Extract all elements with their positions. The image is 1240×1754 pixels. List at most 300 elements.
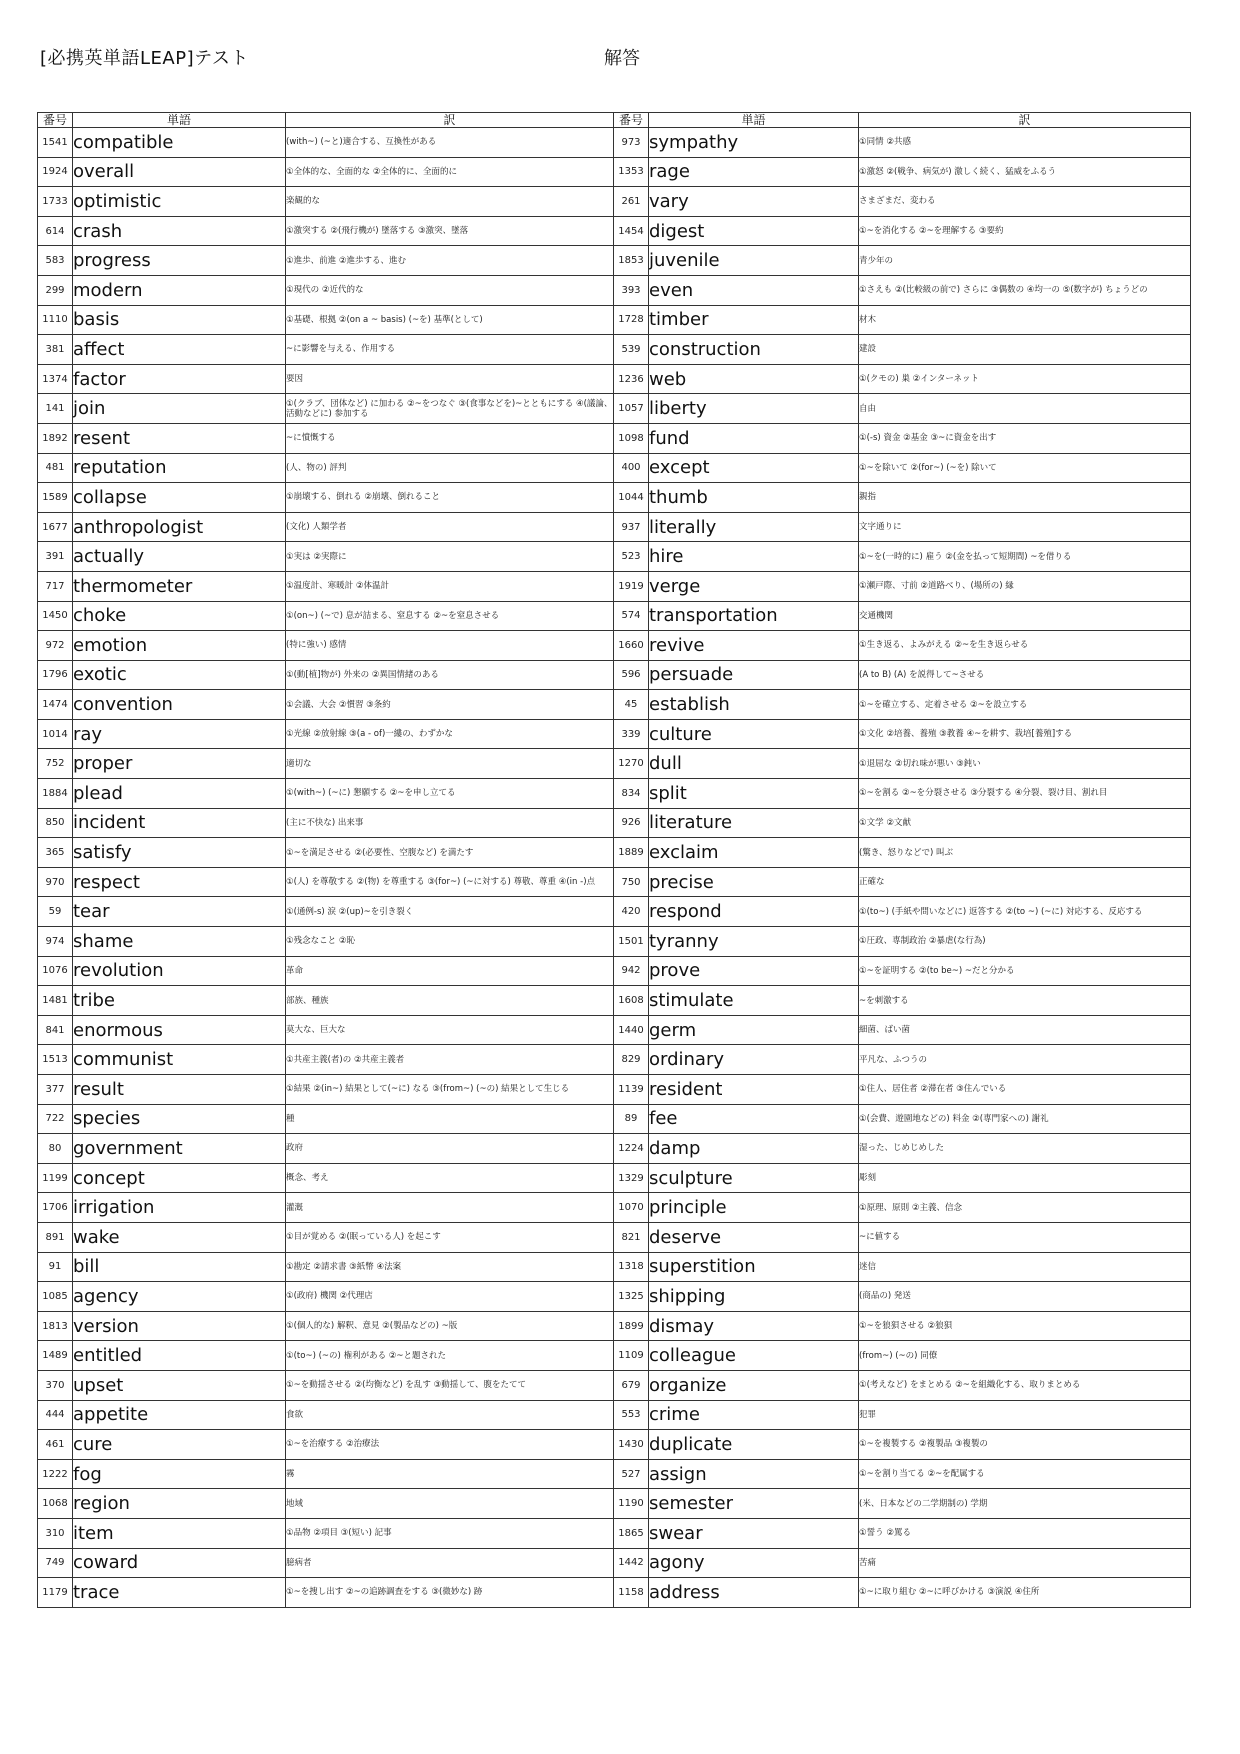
right-japanese-meaning: (from~) (~の) 同僚: [859, 1341, 1191, 1371]
left-word-number: 1884: [38, 779, 73, 809]
left-english-word: join: [73, 394, 286, 424]
right-word-number: 1318: [614, 1252, 649, 1282]
left-english-word: bill: [73, 1252, 286, 1282]
right-english-word: culture: [649, 719, 859, 749]
right-word-number: 679: [614, 1370, 649, 1400]
left-japanese-meaning: ①結果 ②(in~) 結果として(~に) なる ③(from~) (~の) 結果として生じる: [286, 1075, 614, 1105]
table-row: [38, 128, 1191, 158]
left-word-number: 1110: [38, 305, 73, 335]
right-english-word: precise: [649, 867, 859, 897]
right-japanese-meaning: ①瀬戸際、寸前 ②道路べり、(場所の) 縁: [859, 571, 1191, 601]
table-row: [38, 335, 1191, 365]
right-japanese-meaning: 建設: [859, 335, 1191, 365]
left-japanese-meaning: 種: [286, 1104, 614, 1134]
table-row: [38, 1400, 1191, 1430]
right-english-word: damp: [649, 1134, 859, 1164]
left-japanese-meaning: ①激突する ②(飛行機が) 墜落する ③激突、墜落: [286, 216, 614, 246]
left-word-number: 1085: [38, 1282, 73, 1312]
right-english-word: agony: [649, 1548, 859, 1578]
left-japanese-meaning: 概念、考え: [286, 1163, 614, 1193]
right-japanese-meaning: (驚き、怒りなどで) 叫ぶ: [859, 838, 1191, 868]
right-word-number: 1608: [614, 986, 649, 1016]
right-word-number: 1899: [614, 1311, 649, 1341]
left-english-word: communist: [73, 1045, 286, 1075]
table-row: [38, 1341, 1191, 1371]
right-japanese-meaning: 自由: [859, 394, 1191, 424]
right-japanese-meaning: (A to B) (A) を説得して~させる: [859, 660, 1191, 690]
left-word-number: 91: [38, 1252, 73, 1282]
table-row: [38, 690, 1191, 720]
left-word-number: 614: [38, 216, 73, 246]
answer-label: 解答: [604, 48, 640, 69]
right-japanese-meaning: ①住人、居住者 ②滞在者 ③住んでいる: [859, 1075, 1191, 1105]
left-english-word: reputation: [73, 453, 286, 483]
table-row: [38, 1282, 1191, 1312]
right-word-number: 1889: [614, 838, 649, 868]
right-english-word: stimulate: [649, 986, 859, 1016]
right-word-number: 261: [614, 187, 649, 217]
column-header-number: 番号: [38, 113, 73, 128]
left-english-word: convention: [73, 690, 286, 720]
right-english-word: ordinary: [649, 1045, 859, 1075]
right-japanese-meaning: ①(to~) (手紙や問いなどに) 返答する ②(to ~) (~に) 対応する、反応する: [859, 897, 1191, 927]
right-english-word: duplicate: [649, 1430, 859, 1460]
right-word-number: 1044: [614, 483, 649, 513]
left-japanese-meaning: ①温度計、寒暖計 ②体温計: [286, 571, 614, 601]
left-english-word: version: [73, 1311, 286, 1341]
right-english-word: transportation: [649, 601, 859, 631]
right-word-number: 1440: [614, 1015, 649, 1045]
left-english-word: respect: [73, 867, 286, 897]
right-word-number: 1070: [614, 1193, 649, 1223]
table-row: [38, 1252, 1191, 1282]
left-english-word: tear: [73, 897, 286, 927]
table-row: [38, 719, 1191, 749]
left-japanese-meaning: (主に不快な) 出来事: [286, 808, 614, 838]
right-english-word: assign: [649, 1459, 859, 1489]
right-english-word: principle: [649, 1193, 859, 1223]
column-header-meaning: 訳: [859, 113, 1191, 128]
left-japanese-meaning: ①基礎、根拠 ②(on a ~ basis) (~を) 基準(として): [286, 305, 614, 335]
table-row: [38, 1045, 1191, 1075]
left-english-word: revolution: [73, 956, 286, 986]
left-english-word: fog: [73, 1459, 286, 1489]
right-japanese-meaning: ①文化 ②培養、養殖 ③教養 ④~を耕す、栽培[養殖]する: [859, 719, 1191, 749]
left-word-number: 841: [38, 1015, 73, 1045]
right-japanese-meaning: ①さえも ②(比較級の前で) さらに ③偶数の ④均一の ⑤(数字が) ちょうどの: [859, 275, 1191, 305]
right-japanese-meaning: 材木: [859, 305, 1191, 335]
right-english-word: dull: [649, 749, 859, 779]
left-word-number: 370: [38, 1370, 73, 1400]
left-japanese-meaning: ①~を満足させる ②(必要性、空腹など) を満たす: [286, 838, 614, 868]
left-word-number: 1892: [38, 423, 73, 453]
right-japanese-meaning: 親指: [859, 483, 1191, 513]
right-japanese-meaning: ~を刺激する: [859, 986, 1191, 1016]
left-word-number: 1924: [38, 157, 73, 187]
left-english-word: government: [73, 1134, 286, 1164]
right-english-word: organize: [649, 1370, 859, 1400]
right-japanese-meaning: さまざまだ、変わる: [859, 187, 1191, 217]
left-english-word: factor: [73, 364, 286, 394]
right-word-number: 821: [614, 1222, 649, 1252]
left-english-word: wake: [73, 1222, 286, 1252]
left-japanese-meaning: ①残念なこと ②恥: [286, 927, 614, 957]
right-japanese-meaning: 苦痛: [859, 1548, 1191, 1578]
right-japanese-meaning: 平凡な、ふつうの: [859, 1045, 1191, 1075]
right-japanese-meaning: ①退屈な ②切れ味が悪い ③鈍い: [859, 749, 1191, 779]
right-word-number: 553: [614, 1400, 649, 1430]
left-english-word: proper: [73, 749, 286, 779]
left-english-word: irrigation: [73, 1193, 286, 1223]
left-word-number: 722: [38, 1104, 73, 1134]
left-word-number: 391: [38, 542, 73, 572]
left-english-word: upset: [73, 1370, 286, 1400]
right-japanese-meaning: 犯罪: [859, 1400, 1191, 1430]
right-english-word: resident: [649, 1075, 859, 1105]
right-word-number: 926: [614, 808, 649, 838]
right-japanese-meaning: ①~に取り組む ②~に呼びかける ③演説 ④住所: [859, 1578, 1191, 1608]
left-english-word: thermometer: [73, 571, 286, 601]
left-word-number: 310: [38, 1518, 73, 1548]
right-word-number: 973: [614, 128, 649, 158]
table-row: [38, 512, 1191, 542]
left-japanese-meaning: ①進歩、前進 ②進歩する、進む: [286, 246, 614, 276]
right-english-word: rage: [649, 157, 859, 187]
left-english-word: exotic: [73, 660, 286, 690]
left-japanese-meaning: 楽観的な: [286, 187, 614, 217]
left-english-word: compatible: [73, 128, 286, 158]
left-japanese-meaning: ①(クラブ、団体など) に加わる ②~をつなぐ ③(食事などを)~とともにする ④(議論、活動などに) 参加する: [286, 394, 614, 424]
right-japanese-meaning: 彫刻: [859, 1163, 1191, 1193]
left-word-number: 1733: [38, 187, 73, 217]
right-english-word: establish: [649, 690, 859, 720]
left-japanese-meaning: ①~を動揺させる ②(均衡など) を乱す ③動揺して、腹をたてて: [286, 1370, 614, 1400]
left-japanese-meaning: 霧: [286, 1459, 614, 1489]
right-japanese-meaning: ①生き返る、よみがえる ②~を生き返らせる: [859, 631, 1191, 661]
right-english-word: deserve: [649, 1222, 859, 1252]
right-japanese-meaning: ①同情 ②共感: [859, 128, 1191, 158]
left-word-number: 1014: [38, 719, 73, 749]
left-word-number: 1076: [38, 956, 73, 986]
left-english-word: agency: [73, 1282, 286, 1312]
right-word-number: 539: [614, 335, 649, 365]
left-english-word: plead: [73, 779, 286, 809]
right-word-number: 1430: [614, 1430, 649, 1460]
right-word-number: 420: [614, 897, 649, 927]
right-japanese-meaning: ①~を割る ②~を分裂させる ③分裂する ④分裂、裂け目、割れ目: [859, 779, 1191, 809]
right-japanese-meaning: 交通機関: [859, 601, 1191, 631]
right-word-number: 596: [614, 660, 649, 690]
left-word-number: 1474: [38, 690, 73, 720]
right-japanese-meaning: ①~を狼狽させる ②狼狽: [859, 1311, 1191, 1341]
right-japanese-meaning: 迷信: [859, 1252, 1191, 1282]
left-word-number: 749: [38, 1548, 73, 1578]
right-english-word: split: [649, 779, 859, 809]
right-japanese-meaning: 正確な: [859, 867, 1191, 897]
table-row: [38, 364, 1191, 394]
left-word-number: 1489: [38, 1341, 73, 1371]
left-japanese-meaning: 革命: [286, 956, 614, 986]
left-japanese-meaning: ~に影響を与える、作用する: [286, 335, 614, 365]
left-english-word: item: [73, 1518, 286, 1548]
left-japanese-meaning: 地域: [286, 1489, 614, 1519]
left-word-number: 891: [38, 1222, 73, 1252]
table-row: [38, 275, 1191, 305]
table-row: [38, 927, 1191, 957]
left-english-word: appetite: [73, 1400, 286, 1430]
right-english-word: web: [649, 364, 859, 394]
left-word-number: 299: [38, 275, 73, 305]
right-japanese-meaning: ①(会費、遊園地などの) 料金 ②(専門家への) 謝礼: [859, 1104, 1191, 1134]
left-english-word: coward: [73, 1548, 286, 1578]
right-word-number: 1236: [614, 364, 649, 394]
left-japanese-meaning: 臆病者: [286, 1548, 614, 1578]
table-row: [38, 216, 1191, 246]
left-word-number: 377: [38, 1075, 73, 1105]
table-row: [38, 1518, 1191, 1548]
table-row: [38, 187, 1191, 217]
right-word-number: 942: [614, 956, 649, 986]
right-english-word: tyranny: [649, 927, 859, 957]
left-word-number: 365: [38, 838, 73, 868]
left-word-number: 583: [38, 246, 73, 276]
table-row: [38, 1222, 1191, 1252]
left-english-word: affect: [73, 335, 286, 365]
right-english-word: persuade: [649, 660, 859, 690]
right-japanese-meaning: ①(-s) 資金 ②基金 ③~に資金を出す: [859, 423, 1191, 453]
right-word-number: 1139: [614, 1075, 649, 1105]
right-english-word: liberty: [649, 394, 859, 424]
left-english-word: species: [73, 1104, 286, 1134]
left-japanese-meaning: 灌漑: [286, 1193, 614, 1223]
right-word-number: 1454: [614, 216, 649, 246]
left-word-number: 59: [38, 897, 73, 927]
left-word-number: 972: [38, 631, 73, 661]
right-english-word: colleague: [649, 1341, 859, 1371]
right-english-word: revive: [649, 631, 859, 661]
left-english-word: modern: [73, 275, 286, 305]
right-english-word: hire: [649, 542, 859, 572]
right-word-number: 1501: [614, 927, 649, 957]
right-word-number: 89: [614, 1104, 649, 1134]
table-row: [38, 1430, 1191, 1460]
left-word-number: 974: [38, 927, 73, 957]
right-japanese-meaning: ~に値する: [859, 1222, 1191, 1252]
left-word-number: 752: [38, 749, 73, 779]
left-word-number: 1513: [38, 1045, 73, 1075]
column-header-meaning: 訳: [286, 113, 614, 128]
table-row: [38, 1104, 1191, 1134]
left-word-number: 141: [38, 394, 73, 424]
right-english-word: address: [649, 1578, 859, 1608]
right-english-word: semester: [649, 1489, 859, 1519]
right-word-number: 1728: [614, 305, 649, 335]
right-word-number: 1442: [614, 1548, 649, 1578]
table-row: [38, 1578, 1191, 1608]
left-word-number: 1374: [38, 364, 73, 394]
right-japanese-meaning: ①誓う ②罵る: [859, 1518, 1191, 1548]
right-word-number: 829: [614, 1045, 649, 1075]
left-word-number: 1450: [38, 601, 73, 631]
right-word-number: 1353: [614, 157, 649, 187]
right-japanese-meaning: ①原理、原則 ②主義、信念: [859, 1193, 1191, 1223]
right-word-number: 1190: [614, 1489, 649, 1519]
left-word-number: 1677: [38, 512, 73, 542]
left-japanese-meaning: (人、物の) 評判: [286, 453, 614, 483]
right-word-number: 1853: [614, 246, 649, 276]
left-word-number: 461: [38, 1430, 73, 1460]
table-row: [38, 986, 1191, 1016]
table-row: [38, 808, 1191, 838]
right-word-number: 1919: [614, 571, 649, 601]
right-word-number: 1158: [614, 1578, 649, 1608]
right-english-word: thumb: [649, 483, 859, 513]
left-word-number: 381: [38, 335, 73, 365]
right-english-word: sympathy: [649, 128, 859, 158]
left-word-number: 1481: [38, 986, 73, 1016]
right-japanese-meaning: (米、日本などの二学期制の) 学期: [859, 1489, 1191, 1519]
right-word-number: 1098: [614, 423, 649, 453]
table-row: [38, 1163, 1191, 1193]
right-english-word: sculpture: [649, 1163, 859, 1193]
table-row: [38, 1459, 1191, 1489]
left-japanese-meaning: ①全体的な、全面的な ②全体的に、全面的に: [286, 157, 614, 187]
left-english-word: incident: [73, 808, 286, 838]
right-word-number: 834: [614, 779, 649, 809]
table-row: [38, 394, 1191, 424]
left-japanese-meaning: ①共産主義(者)の ②共産主義者: [286, 1045, 614, 1075]
left-word-number: 80: [38, 1134, 73, 1164]
left-japanese-meaning: ①(政府) 機関 ②代理店: [286, 1282, 614, 1312]
right-word-number: 1109: [614, 1341, 649, 1371]
left-japanese-meaning: 政府: [286, 1134, 614, 1164]
right-word-number: 1224: [614, 1134, 649, 1164]
right-word-number: 1329: [614, 1163, 649, 1193]
left-japanese-meaning: ①品物 ②項目 ③(短い) 記事: [286, 1518, 614, 1548]
right-japanese-meaning: ①~を(一時的に) 雇う ②(金を払って短期間) ~を借りる: [859, 542, 1191, 572]
left-word-number: 1706: [38, 1193, 73, 1223]
right-japanese-meaning: ①文学 ②文献: [859, 808, 1191, 838]
table-row: [38, 1193, 1191, 1223]
left-japanese-meaning: ~に憤慨する: [286, 423, 614, 453]
right-word-number: 1660: [614, 631, 649, 661]
column-header-word: 単語: [649, 113, 859, 128]
right-english-word: verge: [649, 571, 859, 601]
left-word-number: 1541: [38, 128, 73, 158]
left-english-word: collapse: [73, 483, 286, 513]
left-japanese-meaning: ①~を治療する ②治療法: [286, 1430, 614, 1460]
left-japanese-meaning: ①光線 ②放射線 ③(a - of)一縷の、わずかな: [286, 719, 614, 749]
right-english-word: germ: [649, 1015, 859, 1045]
right-word-number: 393: [614, 275, 649, 305]
right-japanese-meaning: 青少年の: [859, 246, 1191, 276]
table-row: [38, 631, 1191, 661]
left-word-number: 444: [38, 1400, 73, 1430]
left-english-word: entitled: [73, 1341, 286, 1371]
right-japanese-meaning: ①~を複製する ②複製品 ③複製の: [859, 1430, 1191, 1460]
column-header-word: 単語: [73, 113, 286, 128]
right-word-number: 937: [614, 512, 649, 542]
left-english-word: emotion: [73, 631, 286, 661]
right-word-number: 1270: [614, 749, 649, 779]
left-english-word: satisfy: [73, 838, 286, 868]
right-word-number: 400: [614, 453, 649, 483]
left-japanese-meaning: ①(人) を尊敬する ②(物) を尊重する ③(for~) (~に対する) 尊敬、尊重 ④(in -)点: [286, 867, 614, 897]
left-english-word: crash: [73, 216, 286, 246]
left-japanese-meaning: (文化) 人類学者: [286, 512, 614, 542]
table-header-row: [38, 113, 1191, 128]
left-english-word: cure: [73, 1430, 286, 1460]
table-row: [38, 246, 1191, 276]
left-english-word: enormous: [73, 1015, 286, 1045]
table-row: [38, 542, 1191, 572]
left-english-word: optimistic: [73, 187, 286, 217]
left-english-word: result: [73, 1075, 286, 1105]
left-word-number: 1199: [38, 1163, 73, 1193]
left-english-word: tribe: [73, 986, 286, 1016]
left-japanese-meaning: 適切な: [286, 749, 614, 779]
left-english-word: region: [73, 1489, 286, 1519]
table-row: [38, 157, 1191, 187]
right-english-word: crime: [649, 1400, 859, 1430]
page-title: [必携英単語LEAP]テスト: [40, 48, 249, 69]
right-japanese-meaning: ①~を確立する、定着させる ②~を設立する: [859, 690, 1191, 720]
right-english-word: superstition: [649, 1252, 859, 1282]
left-japanese-meaning: ①(on~) (~で) 息が詰まる、窒息する ②~を窒息させる: [286, 601, 614, 631]
left-japanese-meaning: ①勘定 ②請求書 ③紙幣 ④法案: [286, 1252, 614, 1282]
table-row: [38, 897, 1191, 927]
left-word-number: 1222: [38, 1459, 73, 1489]
right-japanese-meaning: ①~を割り当てる ②~を配属する: [859, 1459, 1191, 1489]
right-japanese-meaning: ①(考えなど) をまとめる ②~を組織化する、取りまとめる: [859, 1370, 1191, 1400]
right-word-number: 45: [614, 690, 649, 720]
left-english-word: shame: [73, 927, 286, 957]
left-english-word: actually: [73, 542, 286, 572]
left-english-word: resent: [73, 423, 286, 453]
left-japanese-meaning: ①崩壊する、倒れる ②崩壊、倒れること: [286, 483, 614, 513]
left-japanese-meaning: 要因: [286, 364, 614, 394]
left-english-word: anthropologist: [73, 512, 286, 542]
left-word-number: 970: [38, 867, 73, 897]
table-row: [38, 453, 1191, 483]
right-english-word: construction: [649, 335, 859, 365]
right-english-word: literature: [649, 808, 859, 838]
right-english-word: except: [649, 453, 859, 483]
table-row: [38, 660, 1191, 690]
right-japanese-meaning: 細菌、ばい菌: [859, 1015, 1191, 1045]
right-english-word: prove: [649, 956, 859, 986]
right-english-word: juvenile: [649, 246, 859, 276]
left-japanese-meaning: ①(to~) (~の) 権利がある ②~と題された: [286, 1341, 614, 1371]
left-japanese-meaning: (with~) (~と)適合する、互換性がある: [286, 128, 614, 158]
table-row: [38, 838, 1191, 868]
right-japanese-meaning: 湿った、じめじめした: [859, 1134, 1191, 1164]
table-row: [38, 956, 1191, 986]
right-english-word: exclaim: [649, 838, 859, 868]
right-english-word: timber: [649, 305, 859, 335]
left-japanese-meaning: ①~を捜し出す ②~の追跡調査をする ③(微妙な) 跡: [286, 1578, 614, 1608]
right-japanese-meaning: 文字通りに: [859, 512, 1191, 542]
table-row: [38, 1548, 1191, 1578]
right-english-word: shipping: [649, 1282, 859, 1312]
left-japanese-meaning: 食欲: [286, 1400, 614, 1430]
table-row: [38, 1134, 1191, 1164]
right-japanese-meaning: ①(クモの) 巣 ②インターネット: [859, 364, 1191, 394]
column-header-number: 番号: [614, 113, 649, 128]
table-row: [38, 423, 1191, 453]
left-japanese-meaning: 部族、種族: [286, 986, 614, 1016]
right-japanese-meaning: (商品の) 発送: [859, 1282, 1191, 1312]
